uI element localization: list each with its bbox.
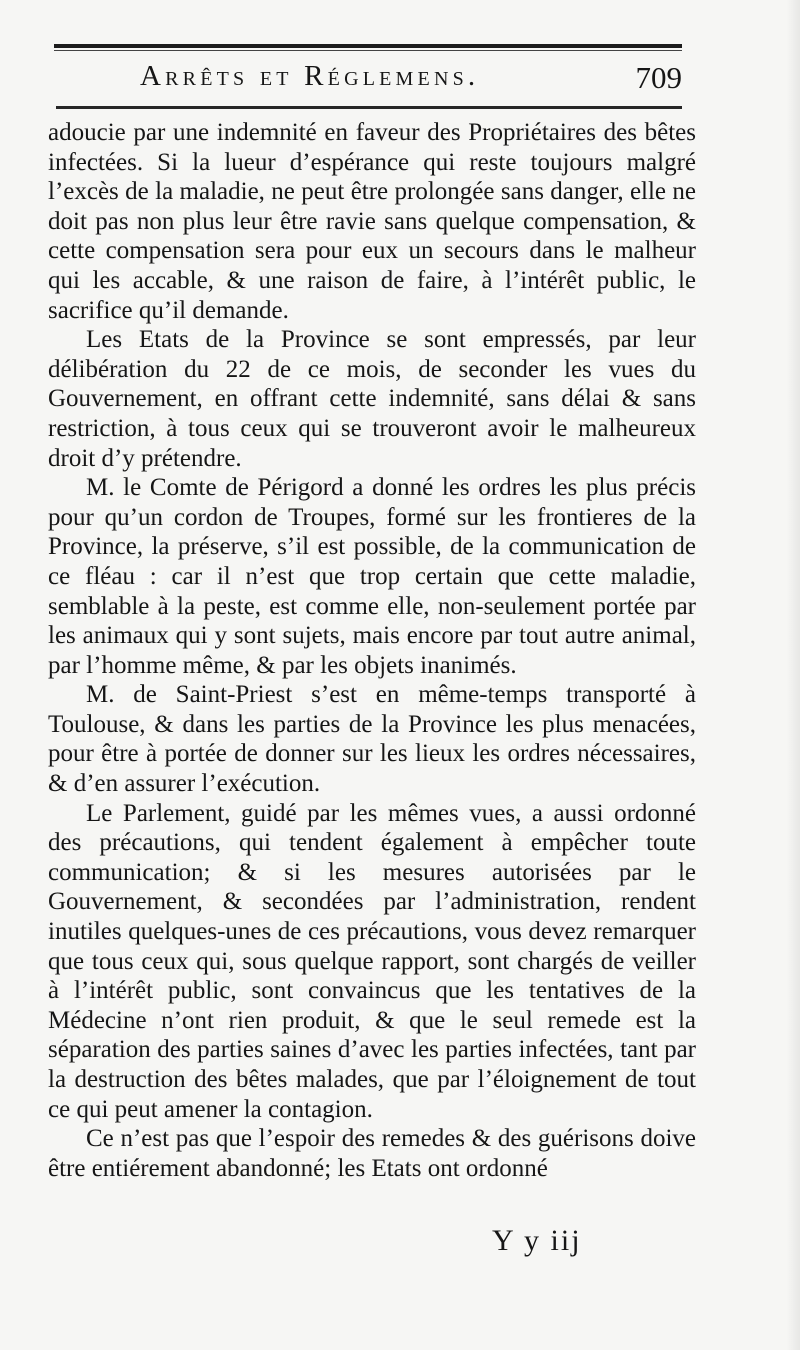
page-edge-shadow [786,0,800,1350]
body-text [48,118,696,1183]
paragraph-comte-perigord: M. le Comte de Périgord a donné les ordres les plus précis pour qu’un cordon de Troupes, formé sur les frontieres de la Province, la préserve, s’il est possible, de la communication de ce fléau : car il n’est que trop certain que cette maladie, semblable à la peste, est comme elle, non-seulement portée par les animaux qui y sont sujets, mais encore par tout autre animal, par l’homme même, & par les objets inanimés. [48,474,696,679]
paragraph-continuation: adoucie par une indemnité en faveur des Propriétaires des bêtes infectées. Si la lueur d’espérance qui reste toujours malgré l’excès de la maladie, ne peut être prolongée sans danger, elle ne doit pas non plus leur être ravie sans quelque compensation, & cette compensation sera pour eux un secours dans le malheur qui les accable, & une raison de faire, à l’intérêt public, le sacrifice qu’il demande. [48,119,696,324]
paragraph-parlement: Le Parlement, guidé par les mêmes vues, a aussi ordonné des précautions, qui tendent également à empêcher toute communication; & si les mesures autorisées par le Gouvernement, & secondées par l’administration, rendent inutiles quelques-unes de ces précautions, vous devez remarquer que tous ceux qui, sous quelque rapport, sont chargés de veiller à l’intérêt public, sont convaincus que les tentatives de la Médecine n’ont rien produit, & que le seul remede est la séparation des parties saines d’avec les parties infectées, tant par la destruction des bêtes malades, que par l’éloignement de tout ce qui peut amener la contagion. [48,799,696,1123]
paragraph-etats: Les Etats de la Province se sont empressés, par leur délibération du 22 de ce mois, de seconder les vues du Gouvernement, en offrant cette indemnité, sans délai & sans restriction, à tous ceux qui se trouveront avoir le malheureux droit d’y prétendre. [48,326,696,472]
page-number: 709 [635,60,682,95]
header-rule-top [54,44,682,48]
running-head: Arrêts et Réglemens. [140,60,480,92]
paragraph-saint-priest: M. de Saint-Priest s’est en même-temps transporté à Toulouse, & dans les parties de la Province les plus menacées, pour être à portée de donner sur les lieux les ordres nécessaires, & d’en assurer l’exécution. [48,681,696,798]
header-rule-bottom [56,106,682,109]
paragraph-remedes: Ce n’est pas que l’espoir des remedes & des guérisons doive être entiérement abandonné; les Etats ont ordonné [48,1125,696,1182]
signature-mark: Y y iij [492,1224,582,1257]
header-rule-top-thin [54,50,682,51]
page-header [54,58,682,98]
